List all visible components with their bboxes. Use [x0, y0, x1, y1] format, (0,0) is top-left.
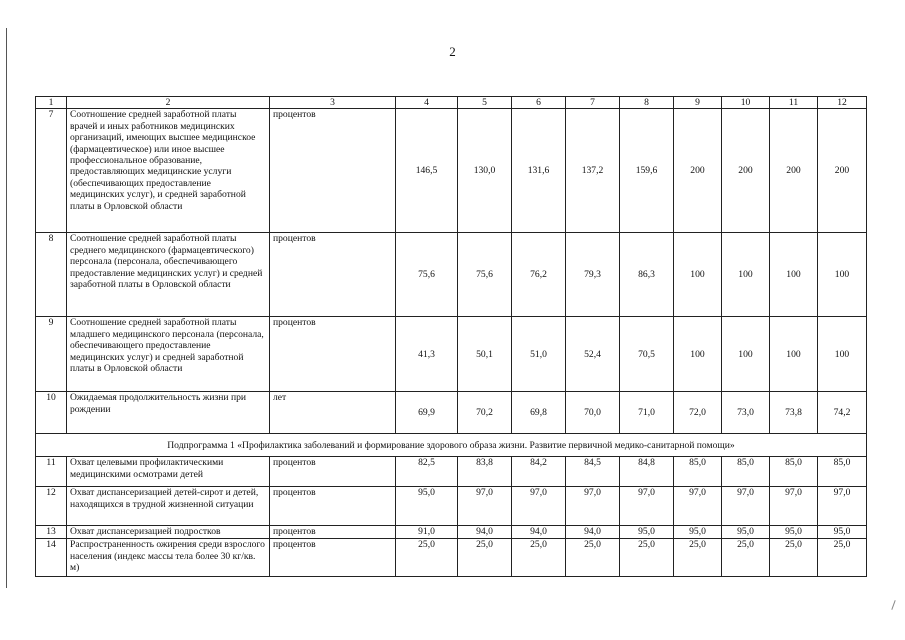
value-cell: 83,8: [458, 457, 512, 487]
value-cell: 95,0: [396, 487, 458, 526]
value-cell: 69,8: [512, 392, 566, 434]
header-cell: 3: [270, 97, 396, 109]
header-cell: 2: [67, 97, 270, 109]
value-cell: 200: [818, 109, 867, 233]
value-cell: 97,0: [620, 487, 674, 526]
page-number: 2: [449, 44, 456, 59]
row-number: 7: [36, 109, 67, 233]
value-cell: 95,0: [818, 526, 867, 539]
value-cell: 50,1: [458, 317, 512, 392]
unit-cell: процентов: [270, 233, 396, 317]
table-row: [36, 317, 867, 392]
header-row: [36, 97, 867, 109]
value-cell: 91,0: [396, 526, 458, 539]
value-cell: 25,0: [566, 539, 620, 577]
indicator-name: Охват диспансеризацией детей-сирот и детей, находящихся в трудной жизненной ситуации: [67, 487, 270, 526]
value-cell: 25,0: [674, 539, 722, 577]
header-cell: 6: [512, 97, 566, 109]
value-cell: 71,0: [620, 392, 674, 434]
value-cell: 86,3: [620, 233, 674, 317]
unit-cell: процентов: [270, 109, 396, 233]
table-row: [36, 233, 867, 317]
value-cell: 73,8: [770, 392, 818, 434]
value-cell: 79,3: [566, 233, 620, 317]
subprogram-row: [36, 434, 867, 457]
row-number: 11: [36, 457, 67, 487]
header-cell: 12: [818, 97, 867, 109]
row-number: 14: [36, 539, 67, 577]
row-number: 13: [36, 526, 67, 539]
table-row: [36, 392, 867, 434]
row-number: 9: [36, 317, 67, 392]
value-cell: 70,2: [458, 392, 512, 434]
value-cell: 146,5: [396, 109, 458, 233]
value-cell: 70,5: [620, 317, 674, 392]
header-cell: 8: [620, 97, 674, 109]
value-cell: 97,0: [674, 487, 722, 526]
value-cell: 41,3: [396, 317, 458, 392]
value-cell: 100: [722, 233, 770, 317]
value-cell: 72,0: [674, 392, 722, 434]
value-cell: 95,0: [722, 526, 770, 539]
value-cell: 131,6: [512, 109, 566, 233]
value-cell: 25,0: [512, 539, 566, 577]
value-cell: 25,0: [458, 539, 512, 577]
indicator-name: Охват диспансеризацией подростков: [67, 526, 270, 539]
value-cell: 94,0: [512, 526, 566, 539]
unit-cell: лет: [270, 392, 396, 434]
header-cell: 5: [458, 97, 512, 109]
value-cell: 52,4: [566, 317, 620, 392]
value-cell: 94,0: [458, 526, 512, 539]
table-row: [36, 109, 867, 233]
value-cell: 85,0: [818, 457, 867, 487]
value-cell: 25,0: [770, 539, 818, 577]
table-row: [36, 457, 867, 487]
unit-cell: процентов: [270, 526, 396, 539]
value-cell: 85,0: [674, 457, 722, 487]
value-cell: 100: [818, 233, 867, 317]
unit-cell: процентов: [270, 539, 396, 577]
row-number: 12: [36, 487, 67, 526]
header-cell: 9: [674, 97, 722, 109]
value-cell: 137,2: [566, 109, 620, 233]
value-cell: 70,0: [566, 392, 620, 434]
value-cell: 200: [770, 109, 818, 233]
header-cell: 7: [566, 97, 620, 109]
value-cell: 69,9: [396, 392, 458, 434]
header-cell: 10: [722, 97, 770, 109]
value-cell: 25,0: [396, 539, 458, 577]
subprogram-title: Подпрограмма 1 «Профилактика заболеваний и формирование здорового образа жизни. Развитие первичной медико-санитарной помощи»: [36, 434, 867, 457]
value-cell: 100: [770, 317, 818, 392]
value-cell: 200: [722, 109, 770, 233]
value-cell: 82,5: [396, 457, 458, 487]
header-cell: 4: [396, 97, 458, 109]
value-cell: 74,2: [818, 392, 867, 434]
value-cell: 25,0: [620, 539, 674, 577]
header-cell: 1: [36, 97, 67, 109]
indicator-name: Охват целевыми профилактическими медицинскими осмотрами детей: [67, 457, 270, 487]
indicator-name: Ожидаемая продолжительность жизни при рождении: [67, 392, 270, 434]
indicators-table: [35, 96, 867, 577]
indicator-name: Соотношение средней заработной платы врачей и иных работников медицинских организаций, имеющих высшее медицинское (фармацевтическое) или иное высшее профессиональное образование, предоставляющих медицинские услуги (обеспечивающих предоставление медицинских услуг), и средней заработной платы в Орловской области: [67, 109, 270, 233]
value-cell: 94,0: [566, 526, 620, 539]
value-cell: 84,8: [620, 457, 674, 487]
value-cell: 51,0: [512, 317, 566, 392]
unit-cell: процентов: [270, 457, 396, 487]
value-cell: 100: [722, 317, 770, 392]
table-row: [36, 526, 867, 539]
value-cell: 200: [674, 109, 722, 233]
row-number: 8: [36, 233, 67, 317]
value-cell: 100: [770, 233, 818, 317]
value-cell: 75,6: [458, 233, 512, 317]
value-cell: 73,0: [722, 392, 770, 434]
value-cell: 95,0: [674, 526, 722, 539]
table-row: [36, 539, 867, 577]
value-cell: 84,5: [566, 457, 620, 487]
value-cell: 97,0: [722, 487, 770, 526]
value-cell: 159,6: [620, 109, 674, 233]
margin-line: [6, 28, 7, 588]
value-cell: 85,0: [722, 457, 770, 487]
indicator-name: Соотношение средней заработной платы младшего медицинского персонала (персонала, обеспечивающего предоставление медицинских услуг) и средней заработной платы в Орловской области: [67, 317, 270, 392]
value-cell: 85,0: [770, 457, 818, 487]
value-cell: 100: [674, 317, 722, 392]
value-cell: 95,0: [770, 526, 818, 539]
value-cell: 97,0: [458, 487, 512, 526]
value-cell: 130,0: [458, 109, 512, 233]
value-cell: 100: [818, 317, 867, 392]
value-cell: 95,0: [620, 526, 674, 539]
unit-cell: процентов: [270, 317, 396, 392]
value-cell: 25,0: [818, 539, 867, 577]
value-cell: 97,0: [770, 487, 818, 526]
value-cell: 25,0: [722, 539, 770, 577]
table-row: [36, 487, 867, 526]
value-cell: 84,2: [512, 457, 566, 487]
indicator-name: Соотношение средней заработной платы среднего медицинского (фармацевтического) персонала (персонала, обеспечивающего предоставление медицинских услуг) и средней заработной платы в Орловской области: [67, 233, 270, 317]
header-cell: 11: [770, 97, 818, 109]
value-cell: 100: [674, 233, 722, 317]
value-cell: 97,0: [818, 487, 867, 526]
value-cell: 97,0: [566, 487, 620, 526]
row-number: 10: [36, 392, 67, 434]
unit-cell: процентов: [270, 487, 396, 526]
scan-edge-mark: [891, 600, 895, 610]
indicator-name: Распространенность ожирения среди взрослого населения (индекс массы тела более 30 кг/кв. м): [67, 539, 270, 577]
value-cell: 75,6: [396, 233, 458, 317]
value-cell: 76,2: [512, 233, 566, 317]
value-cell: 97,0: [512, 487, 566, 526]
